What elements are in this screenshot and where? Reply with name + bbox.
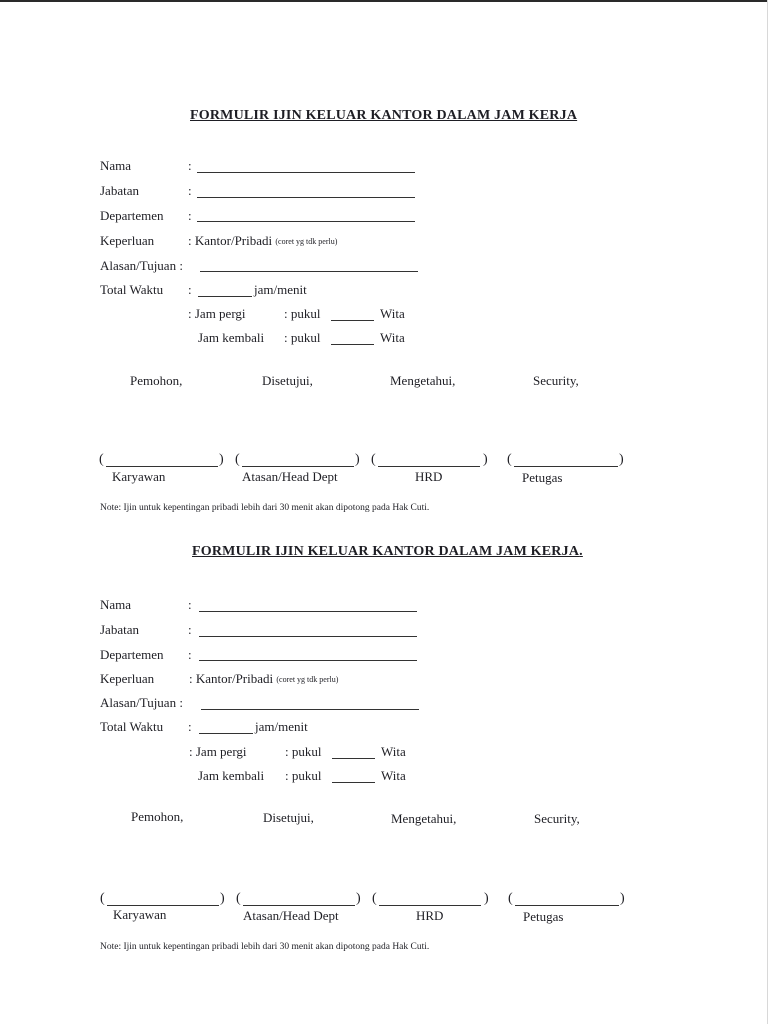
hrd-role: HRD xyxy=(416,908,444,923)
departemen-field-line[interactable] xyxy=(199,660,417,661)
hrd-close-paren: ) xyxy=(484,891,489,906)
karyawan-role: Karyawan xyxy=(112,469,166,484)
jam-kembali-label: Jam kembali xyxy=(198,330,265,345)
petugas-open-paren: ( xyxy=(507,452,512,467)
departemen-label: Departemen xyxy=(100,647,164,662)
pemohon-header: Pemohon, xyxy=(130,373,183,388)
jam-pergi-label: : Jam pergi xyxy=(189,744,247,759)
form-title-text: FORMULIR IJIN KELUAR KANTOR DALAM JAM KERJA xyxy=(190,108,578,123)
mengetahui-header: Mengetahui, xyxy=(390,373,456,388)
disetujui-header: Disetujui, xyxy=(263,810,314,825)
departemen-label: Departemen xyxy=(100,208,164,223)
hrd-close-paren: ) xyxy=(483,452,488,467)
karyawan-open-paren: ( xyxy=(100,891,105,906)
atasan-open-paren: ( xyxy=(235,452,240,467)
security-header: Security, xyxy=(534,811,580,826)
atasan-role: Atasan/Head Dept xyxy=(242,469,338,484)
departemen-colon: : xyxy=(188,647,192,662)
karyawan-open-paren: ( xyxy=(99,452,104,467)
jam-menit-unit: jam/menit xyxy=(255,719,308,734)
form-note: Note: Ijin untuk kepentingan pribadi lebih dari 30 menit akan dipotong pada Hak Cuti. xyxy=(100,942,430,952)
form-title xyxy=(192,544,583,560)
jabatan-colon: : xyxy=(188,622,192,637)
hrd-role: HRD xyxy=(415,469,443,484)
petugas-close-paren: ) xyxy=(619,452,624,467)
petugas-role: Petugas xyxy=(522,470,563,485)
keperluan-options: : Kantor/Pribadi xyxy=(188,233,273,248)
karyawan-close-paren: ) xyxy=(219,452,224,467)
alasan-field-line[interactable] xyxy=(201,709,419,710)
keperluan-value xyxy=(188,233,337,249)
petugas-role: Petugas xyxy=(523,909,564,924)
jam-pergi-field-line[interactable] xyxy=(331,320,374,321)
keperluan-note: (coret yg tdk perlu) xyxy=(275,237,338,246)
nama-colon: : xyxy=(188,158,192,173)
jam-pergi-field-line[interactable] xyxy=(332,758,375,759)
jam-kembali-label: Jam kembali xyxy=(198,768,265,783)
form-title xyxy=(190,108,577,124)
jam-kembali-pukul: : pukul xyxy=(285,768,322,783)
jam-pergi-pukul: : pukul xyxy=(285,744,322,759)
hrd-open-paren: ( xyxy=(371,452,376,467)
total-waktu-colon: : xyxy=(188,282,192,297)
keperluan-options: : Kantor/Pribadi xyxy=(189,671,274,686)
nama-field-line[interactable] xyxy=(199,611,417,612)
jabatan-label: Jabatan xyxy=(100,622,139,637)
mengetahui-header: Mengetahui, xyxy=(391,811,457,826)
form-note: Note: Ijin untuk kepentingan pribadi lebih dari 30 menit akan dipotong pada Hak Cuti. xyxy=(100,503,430,513)
jam-kembali-wita: Wita xyxy=(381,768,406,783)
jam-pergi-pukul: : pukul xyxy=(284,306,321,321)
hrd-signature-line[interactable] xyxy=(379,905,481,906)
keperluan-label: Keperluan xyxy=(100,233,155,248)
karyawan-signature-line[interactable] xyxy=(107,905,219,906)
total-waktu-field-line[interactable] xyxy=(198,296,252,297)
jabatan-field-line[interactable] xyxy=(197,197,415,198)
form-title-text: FORMULIR IJIN KELUAR KANTOR DALAM JAM KERJA xyxy=(192,544,580,559)
jam-pergi-label: : Jam pergi xyxy=(188,306,246,321)
jam-kembali-pukul: : pukul xyxy=(284,330,321,345)
departemen-colon: : xyxy=(188,208,192,223)
nama-label: Nama xyxy=(100,597,132,612)
jam-kembali-wita: Wita xyxy=(380,330,405,345)
jam-menit-unit: jam/menit xyxy=(254,282,307,297)
atasan-signature-line[interactable] xyxy=(243,905,355,906)
security-header: Security, xyxy=(533,373,579,388)
karyawan-role: Karyawan xyxy=(113,907,167,922)
jam-kembali-field-line[interactable] xyxy=(331,344,374,345)
alasan-label: Alasan/Tujuan : xyxy=(100,258,183,273)
keperluan-value xyxy=(189,671,338,687)
nama-label: Nama xyxy=(100,158,132,173)
karyawan-close-paren: ) xyxy=(220,891,225,906)
jabatan-field-line[interactable] xyxy=(199,636,417,637)
alasan-label: Alasan/Tujuan : xyxy=(100,695,183,710)
disetujui-header: Disetujui, xyxy=(262,373,313,388)
pemohon-header: Pemohon, xyxy=(131,809,184,824)
alasan-field-line[interactable] xyxy=(200,271,418,272)
petugas-signature-line[interactable] xyxy=(515,905,619,906)
form-title-suffix: . xyxy=(579,544,583,559)
petugas-open-paren: ( xyxy=(508,891,513,906)
total-waktu-field-line[interactable] xyxy=(199,733,253,734)
total-waktu-colon: : xyxy=(188,719,192,734)
permit-form-2 xyxy=(0,438,768,952)
total-waktu-label: Total Waktu xyxy=(100,282,164,297)
jam-pergi-wita: Wita xyxy=(381,744,406,759)
keperluan-note: (coret yg tdk perlu) xyxy=(276,675,339,684)
departemen-field-line[interactable] xyxy=(197,221,415,222)
atasan-close-paren: ) xyxy=(355,452,360,467)
total-waktu-label: Total Waktu xyxy=(100,719,164,734)
jabatan-colon: : xyxy=(188,183,192,198)
nama-colon: : xyxy=(188,597,192,612)
nama-field-line[interactable] xyxy=(197,172,415,173)
atasan-open-paren: ( xyxy=(236,891,241,906)
atasan-close-paren: ) xyxy=(356,891,361,906)
keperluan-label: Keperluan xyxy=(100,671,155,686)
atasan-role: Atasan/Head Dept xyxy=(243,908,339,923)
jam-pergi-wita: Wita xyxy=(380,306,405,321)
petugas-close-paren: ) xyxy=(620,891,625,906)
jam-kembali-field-line[interactable] xyxy=(332,782,375,783)
hrd-open-paren: ( xyxy=(372,891,377,906)
jabatan-label: Jabatan xyxy=(100,183,139,198)
